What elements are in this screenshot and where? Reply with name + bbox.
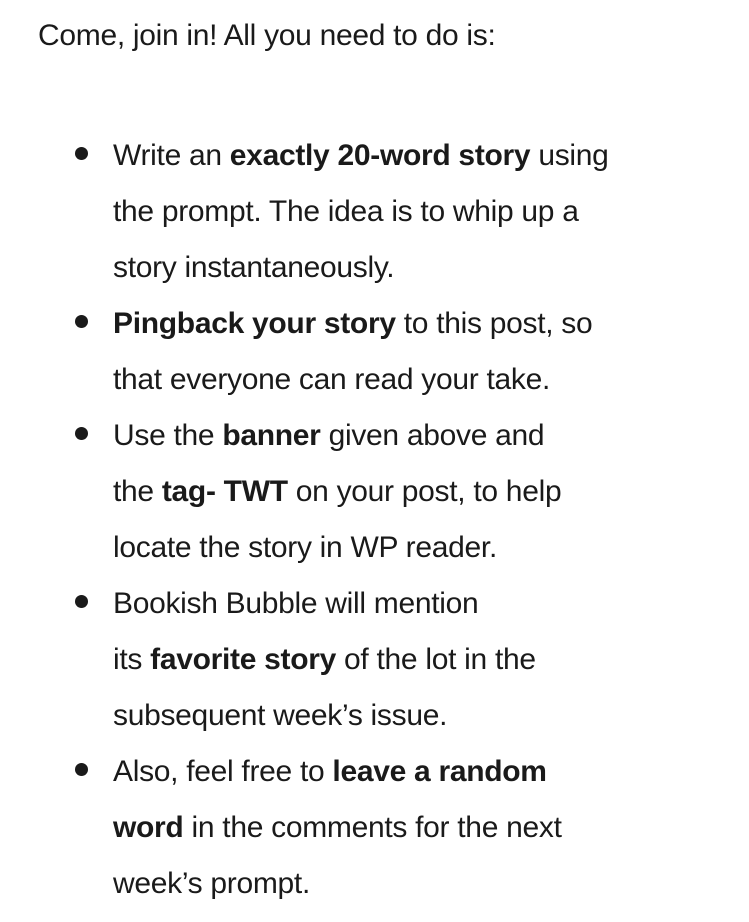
rule-line: Bookish Bubble will mention — [113, 587, 479, 620]
rule-line: its favorite story of the lot in the — [113, 643, 536, 676]
rule-line: Also, feel free to leave a random — [113, 755, 547, 788]
rule-line: the tag- TWT on your post, to help — [113, 475, 562, 508]
list-item — [113, 128, 723, 296]
emphasis-text: favorite story — [150, 643, 337, 676]
rule-line: story instantaneously. — [113, 251, 395, 284]
rules-list — [113, 128, 723, 912]
rule-line: week’s prompt. — [113, 867, 310, 900]
list-item — [113, 744, 723, 912]
rule-line: Use the banner given above and — [113, 419, 545, 452]
intro-text: Come, join in! All you need to do is: — [38, 19, 496, 52]
emphasis-text: Pingback your story — [113, 307, 396, 340]
bullet-icon — [75, 147, 88, 160]
rule-line: Pingback your story to this post, so — [113, 307, 593, 340]
list-item — [113, 408, 723, 576]
emphasis-text: banner — [222, 419, 321, 452]
rule-line: locate the story in WP reader. — [113, 531, 497, 564]
list-item — [113, 296, 723, 408]
bullet-icon — [75, 427, 88, 440]
bullet-icon — [75, 315, 88, 328]
emphasis-text: exactly 20-word story — [229, 139, 531, 172]
bullet-icon — [75, 763, 88, 776]
bullet-icon — [75, 595, 88, 608]
list-item — [113, 576, 723, 744]
rule-line: that everyone can read your take. — [113, 363, 551, 396]
rule-line: the prompt. The idea is to whip up a — [113, 195, 579, 228]
emphasis-text: word — [113, 811, 184, 844]
rule-line: subsequent week’s issue. — [113, 699, 448, 732]
emphasis-text: tag- TWT — [161, 475, 288, 508]
rule-line: Write an exactly 20-word story using — [113, 139, 609, 172]
emphasis-text: leave a random — [332, 755, 547, 788]
rule-line: word in the comments for the next — [113, 811, 562, 844]
